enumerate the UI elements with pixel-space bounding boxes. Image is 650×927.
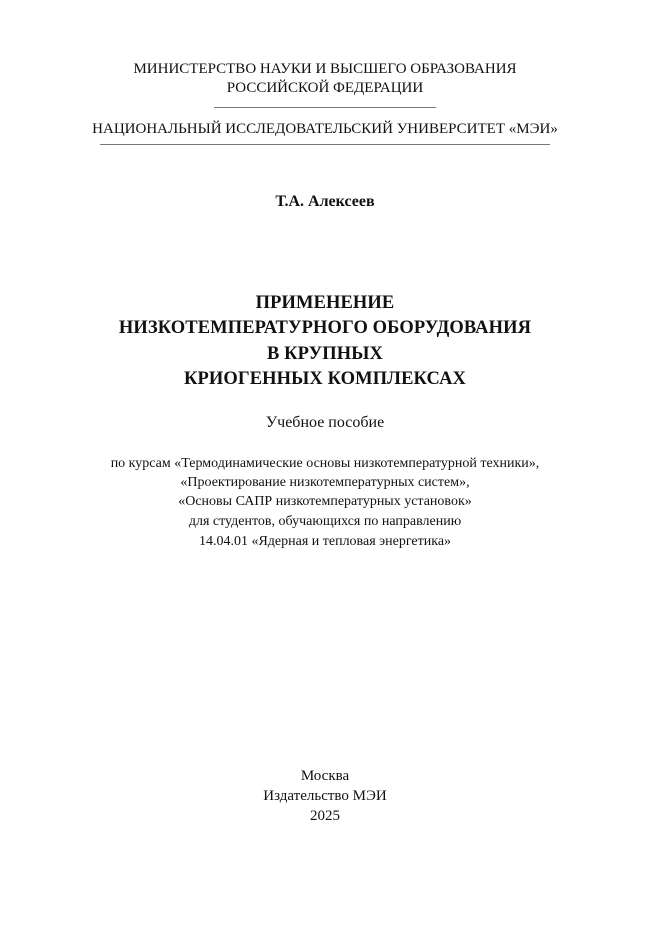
specialty-line: 14.04.01 «Ядерная и тепловая энергетика»	[198, 534, 452, 549]
title-line-4: КРИОГЕННЫХ КОМПЛЕКСАХ	[183, 369, 467, 389]
ministry-line-2: РОССИЙСКОЙ ФЕДЕРАЦИИ	[226, 80, 424, 96]
imprint-city: Москва	[300, 768, 350, 784]
course-line-3: «Основы САПР низкотемпературных установок»	[178, 494, 472, 509]
title-line-3: В КРУПНЫХ	[266, 344, 383, 364]
document-type: Учебное пособие	[265, 414, 385, 431]
author-name: Т.А. Алексеев	[275, 193, 375, 210]
ministry-divider	[214, 107, 436, 108]
course-line-1: по курсам «Термодинамические основы низкотемпературной техники»,	[110, 456, 540, 471]
title-line-1: ПРИМЕНЕНИЕ	[255, 293, 395, 313]
course-line-2: «Проектирование низкотемпературных систем»,	[180, 475, 470, 490]
audience-line: для студентов, обучающихся по направлению	[188, 514, 462, 529]
imprint-year: 2025	[310, 808, 340, 824]
university-name: НАЦИОНАЛЬНЫЙ ИССЛЕДОВАТЕЛЬСКИЙ УНИВЕРСИТЕТ «МЭИ»	[92, 121, 558, 137]
imprint-publisher: Издательство МЭИ	[263, 788, 387, 804]
university-divider	[100, 144, 550, 145]
ministry-line-1: МИНИСТЕРСТВО НАУКИ И ВЫСШЕГО ОБРАЗОВАНИЯ	[133, 61, 517, 77]
title-line-2: НИЗКОТЕМПЕРАТУРНОГО ОБОРУДОВАНИЯ	[118, 318, 532, 338]
